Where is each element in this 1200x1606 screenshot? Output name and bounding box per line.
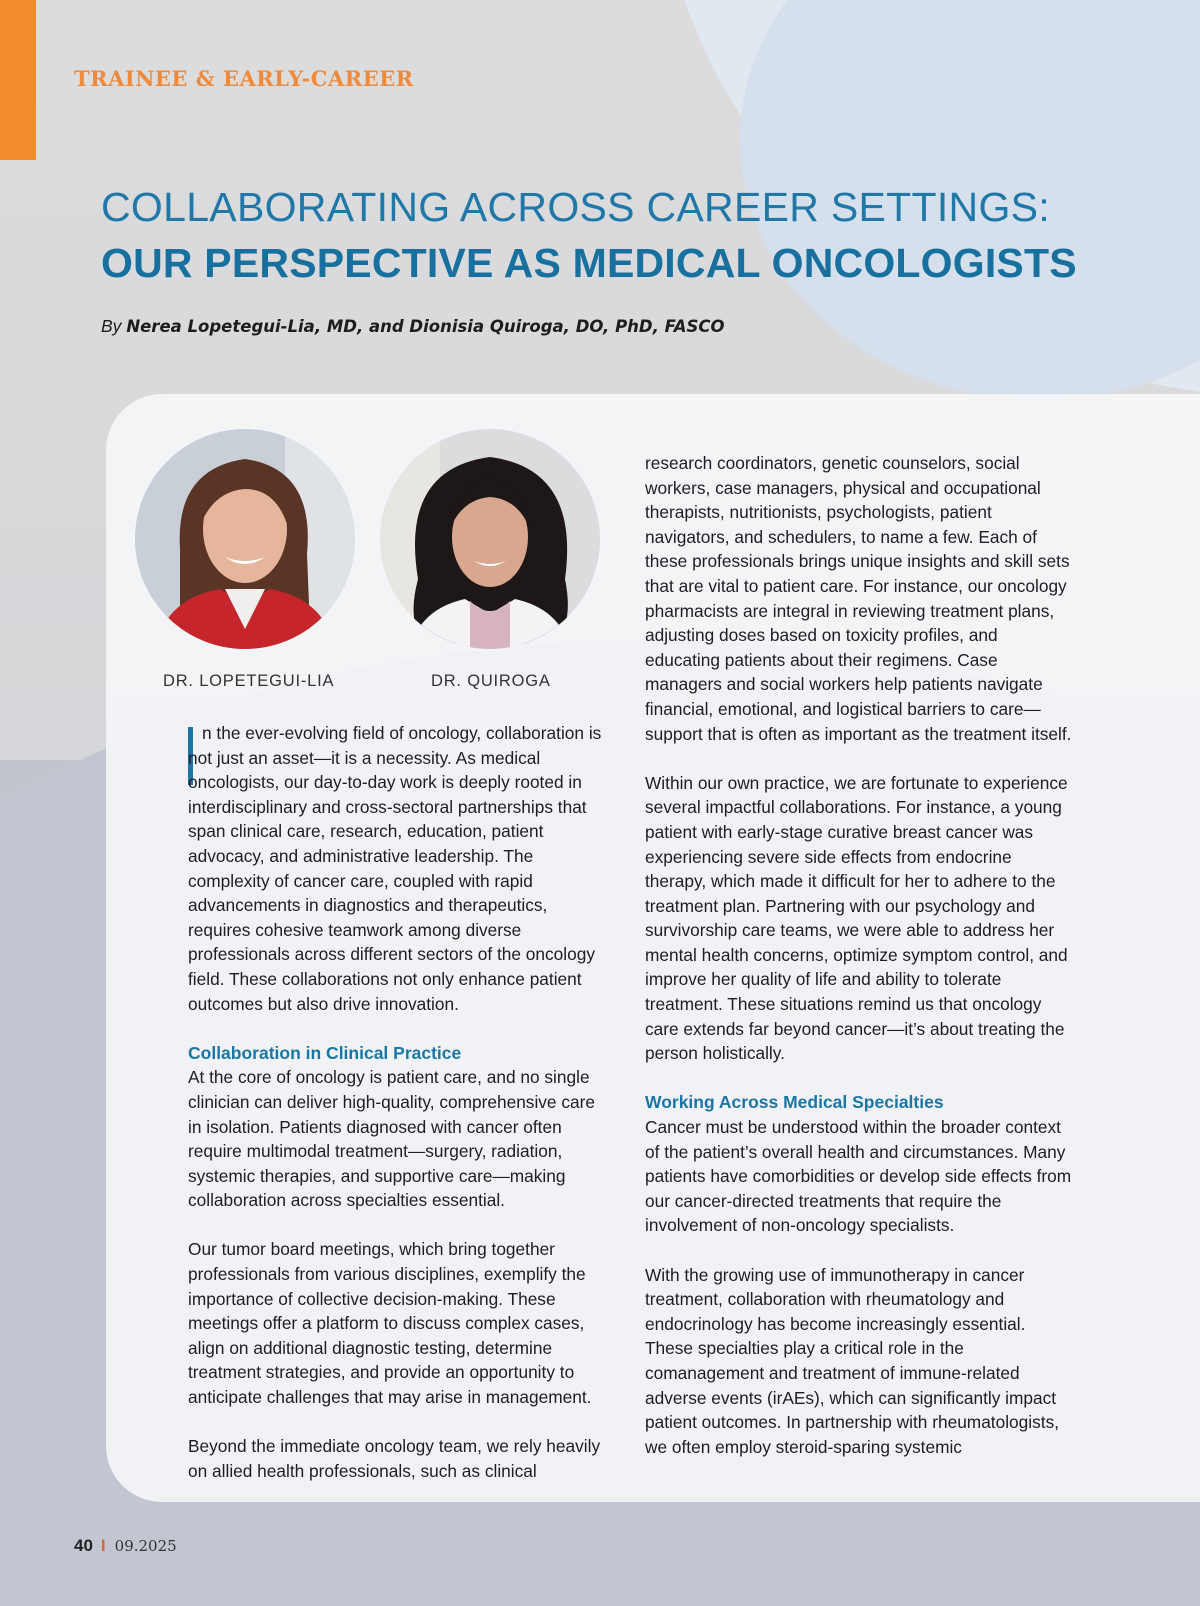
- author-photo-quiroga: [378, 427, 602, 651]
- intro-paragraph: n the ever-evolving field of oncology, collaboration is not just an asset—it is a necessity. As medical oncologists, our day-to-day work is deeply rooted in interdisciplinary and cross-sectoral partnerships that span clinical care, research, education, patient advocacy, and administrative leadership. The complexity of cancer care, coupled with rapid advancements in diagnostics and therapeutics, requires cohesive teamwork among diverse professionals across different sectors of the oncology field. These collaborations not only enhance patient outcomes but also drive innovation.: [188, 723, 602, 1014]
- byline-prefix: By: [101, 316, 122, 336]
- issue-date: 09.2025: [114, 1537, 177, 1555]
- body-paragraph: Beyond the immediate oncology team, we rely heavily on allied health professionals, such as clinical: [188, 1436, 601, 1481]
- author-photo-lopetegui-lia: [133, 427, 357, 651]
- body-column-left: [188, 721, 608, 1508]
- byline: [101, 316, 725, 337]
- body-paragraph: Within our own practice, we are fortunate to experience several impactful collaborations. For instance, a young patient with early-stage curative breast cancer was experiencing severe side effects from endocrine therapy, which made it difficult for her to adhere to the treatment plan. Partnering with our psychology and survivorship care teams, we were able to address her mental health concerns, optimize symptom control, and improve her quality of life and ability to tolerate treatment. These situations remind us that oncology care extends far beyond cancer—it’s about treating the person holistically.: [645, 772, 1068, 1064]
- section-color-tab: [0, 0, 36, 160]
- body-paragraph: With the growing use of immunotherapy in cancer treatment, collaboration with rheumatology and endocrinology has become increasingly essential. These specialties play a critical role in the comanagement and treatment of immune-related adverse events (irAEs), which can significantly impact patient outcomes. In partnership with rheumatologists, we often employ steroid-sparing systemic: [645, 1264, 1060, 1457]
- article-title-line-2: OUR PERSPECTIVE AS MEDICAL ONCOLOGISTS: [101, 240, 1077, 286]
- article-title-line-1: COLLABORATING ACROSS CAREER SETTINGS:: [101, 184, 1050, 230]
- body-paragraph: At the core of oncology is patient care, and no single clinician can deliver high-quality, comprehensive care in isolation. Patients diagnosed with cancer often require multimodal treatment—surgery, radiation, systemic therapies, and supportive care—making collaboration across specialties essential.: [188, 1067, 595, 1211]
- footer-separator: I: [100, 1536, 106, 1555]
- photo-caption-quiroga: DR. QUIROGA: [431, 672, 551, 690]
- body-paragraph: Our tumor board meetings, which bring together professionals from various disciplines, exemplify the importance of collective decision-making. These meetings offer a platform to discuss complex cases, align on additional diagnostic testing, determine treatment strategies, and provide an opportunity to anticipate challenges that may arise in management.: [188, 1239, 592, 1408]
- body-paragraph: Cancer must be understood within the broader context of the patient’s overall health and circumstances. Many patients have comorbidities or develop side effects from our cancer-directed treatments that require the involvement of non-oncology specialists.: [645, 1117, 1072, 1236]
- subhead-medical-specialties: Working Across Medical Specialties: [645, 1092, 944, 1113]
- portrait-2-illustration: [380, 429, 600, 649]
- page-footer: [74, 1536, 177, 1556]
- page-number: 40: [74, 1536, 93, 1555]
- portrait-1-illustration: [135, 429, 355, 649]
- body-paragraph: research coordinators, genetic counselors, social workers, case managers, physical and occupational therapists, nutritionists, psychologists, patient navigators, and schedulers, to name a few. Each of these professionals brings unique insights and skill sets that are vital to patient care. For instance, our oncology pharmacists are integral in reviewing treatment plans, adjusting doses based on toxicity profiles, and educating patients about their regimens. Case managers and social workers help patients navigate financial, emotional, and logistical barriers to care—support that is often as important as the treatment itself.: [645, 453, 1072, 744]
- photo-caption-lopetegui-lia: DR. LOPETEGUI-LIA: [163, 672, 335, 690]
- body-column-right: [645, 451, 1075, 1484]
- byline-authors: Nerea Lopetegui-Lia, MD, and Dionisia Quiroga, DO, PhD, FASCO: [126, 317, 725, 336]
- section-label: TRAINEE & EARLY-CAREER: [74, 66, 414, 91]
- subhead-clinical-practice: Collaboration in Clinical Practice: [188, 1042, 462, 1063]
